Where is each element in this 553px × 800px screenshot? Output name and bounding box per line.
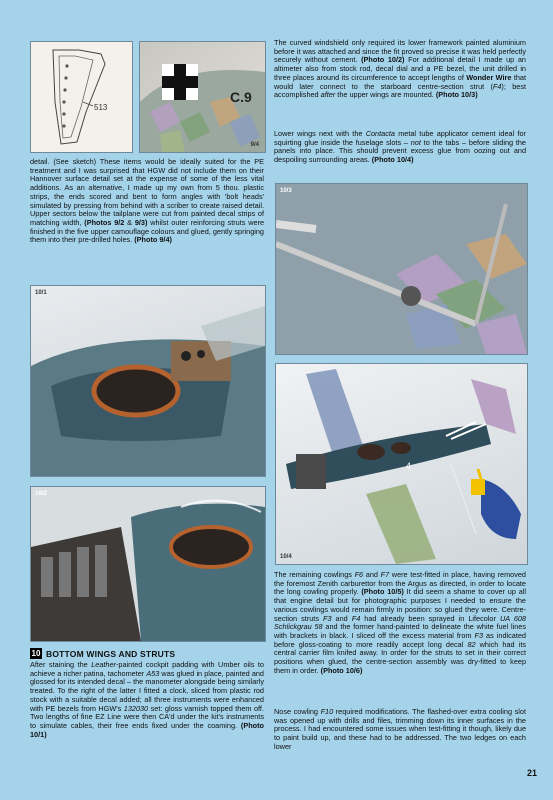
text-run: F4 (492, 81, 502, 91)
text-run: (Photo 10/4) (371, 155, 414, 165)
para (274, 129, 526, 164)
text-run: 82 (467, 639, 476, 649)
text-run: After staining the (30, 660, 92, 669)
photo-label: 10/3 (280, 188, 292, 194)
text-run: F7 (380, 570, 390, 579)
text-run: were test-fitted in place, having removed the foremost Zenith carburettor from the Argus as directed, in order to locate the long cowling properly. (274, 570, 526, 597)
sketch-label: 513 (94, 103, 108, 112)
fuselage-number: 4 (406, 461, 412, 471)
text-run: & (124, 217, 135, 227)
photo-label: 10/2 (35, 491, 47, 497)
body-text-col1-bottom (30, 661, 264, 739)
text-run: Lower wings next with the (274, 129, 366, 138)
text-run: was glued in place, painted and glossed for its intended decal – the manometer alongside being similarly treated. To the right of the latter I fitted a clock, sliced from plastic rod stock with a suitable decal added; all three instruments were enhanced with PE bezels from HGW's (30, 668, 264, 713)
text-run: not (410, 137, 421, 147)
section-number: 10 (31, 649, 41, 658)
text-run: required modifications. The flashed-over extra cooling slot was opened up with drills and files, trimming down its inner surfaces in the process. I had encountered some issues when test-fitting it though, likely due to paint build up, and these had to be addressed. The two ledges on each lower (274, 707, 526, 751)
text-run: F10 (320, 707, 334, 716)
para (274, 570, 526, 675)
text-run: F3 (474, 630, 484, 640)
text-run: (Photo 9/4) (134, 235, 172, 245)
text-run: Wonder Wire (466, 72, 512, 82)
text-run: Nose cowling (274, 707, 321, 716)
photo-10-3 (275, 183, 528, 355)
text-run: detail. (See sketch) These items would be ideally suited for the PE treatment and I was surprised that HGW did not include them on their Hannover surface detail set at the expense of some of the less vital additions. As an alternative, I made up my own from 5 thou. plastic strips, the ends scored and bent to form angles with 'bolt heads' simulated by pressing from behind with a scriber to create raised detail. Upper sectors below the tailplane were cut from painted decal strips of matching width, (30, 157, 264, 227)
text-run: A53 (146, 668, 160, 678)
para (30, 157, 264, 244)
text-run: had already been sprayed in Lifecolor (360, 613, 500, 623)
text-run: after (320, 90, 336, 100)
text-run: to the tabs – before sliding the panels into place. This should prevent excess glue from oozing out and despoiling surrounding areas. (274, 137, 526, 165)
text-run: It did seem a shame to cover up all that engine detail but for photographic purposes I needed to ensure the various cowlings would remain firmly in position: so glued they were. Centre-section struts (274, 587, 526, 623)
body-text-col2-bottom (274, 571, 526, 675)
photo-10-2-illustration (31, 487, 265, 641)
text-run: (Photo 10/3) (435, 90, 478, 100)
para (274, 707, 526, 751)
text-run: metal tube applicator cement ideal for squirting glue inside the fuselage slots – (274, 129, 527, 147)
sketch-drawing (31, 42, 132, 152)
para (274, 38, 526, 99)
text-run: Contacta (365, 129, 395, 138)
insignia-text: C.9 (230, 89, 252, 105)
text-run: and the former hand-painted to delineate the white fuel lines with brackets in black. I sliced off the excess material from (274, 622, 526, 640)
text-run: the upper wings are mounted. (335, 90, 436, 100)
text-run: set: gloss varnish topped them off. Two lengths of fine EZ Line were then CA'd under the kit's instruments to simulate cables, their free ends fixed under the coaming. (30, 703, 264, 730)
section-heading (30, 648, 175, 659)
body-text-col2-bottom2 (274, 708, 526, 752)
photo-9-4 (139, 41, 266, 153)
text-run: which had its central carrier film knifed away. In order for the struts to set in their correct positions when glued, the centre-section assembly was dry-fitted to keep them in order. (274, 639, 526, 675)
photo-label: 10/4 (280, 554, 292, 560)
text-run: (Photo 10/1) (30, 720, 264, 739)
photo-10-3-illustration (276, 184, 527, 354)
photo-10-1 (30, 285, 266, 477)
body-text-col1-mid (30, 158, 264, 245)
page-number: 21 (526, 768, 537, 778)
sketch-image (30, 41, 133, 153)
text-run: and (331, 613, 352, 623)
text-run: F3 (323, 613, 332, 623)
text-run: (Photos 9/2 (84, 217, 125, 227)
text-run: that would later connect to the starboard centre-section strut ( (274, 72, 526, 91)
text-run: 9/3) (134, 217, 148, 227)
photo-9-4-illustration (140, 42, 265, 152)
text-run: UA 608 Schlickgrau 58 (274, 613, 526, 632)
photo-10-4 (275, 363, 528, 565)
text-run: -painted cockpit padding with Umber oils to achieve a richer patina, tachometer (30, 660, 264, 678)
para (30, 660, 264, 739)
text-run: The remaining cowlings (274, 570, 355, 579)
text-run: whilst outer reinforcing struts were finished in the five upper camouflage colours and glued, gently springing them into their pre-drilled holes. (30, 217, 265, 245)
text-run: (Photo 10/2) (361, 55, 405, 65)
text-run: (Photo 10/5) (361, 587, 404, 597)
text-run: 132030 (123, 703, 149, 713)
body-text-col2-top2 (274, 130, 526, 165)
text-run: The curved windshield only required its lower framework painted aluminium before it was attached and since the fit proved so precise it was held perfectly securely without cement. (274, 38, 526, 65)
text-run: For additional detail I made up an altimeter also from stock rod, decal dial and a PE bezel, the unit drilled in three places around its circumference to accept lengths of (274, 55, 526, 82)
text-run: Leather (91, 660, 116, 669)
photo-10-2 (30, 486, 266, 642)
text-run: F4 (351, 613, 361, 623)
section-title: BOTTOM WINGS AND STRUTS (46, 648, 176, 659)
photo-label: 10/1 (35, 290, 47, 296)
body-text-col2-top (274, 39, 526, 100)
photo-label: 9/4 (250, 142, 259, 148)
photo-10-1-illustration (31, 286, 265, 476)
text-run: ); best accomplished (274, 81, 526, 100)
text-run: and (363, 570, 381, 579)
text-run: as indicated before gloss-coating to more readily accept long decal (274, 630, 526, 649)
text-run: (Photo 10/6) (320, 665, 363, 675)
text-run: F6 (354, 570, 364, 579)
photo-10-4-illustration (276, 364, 527, 564)
